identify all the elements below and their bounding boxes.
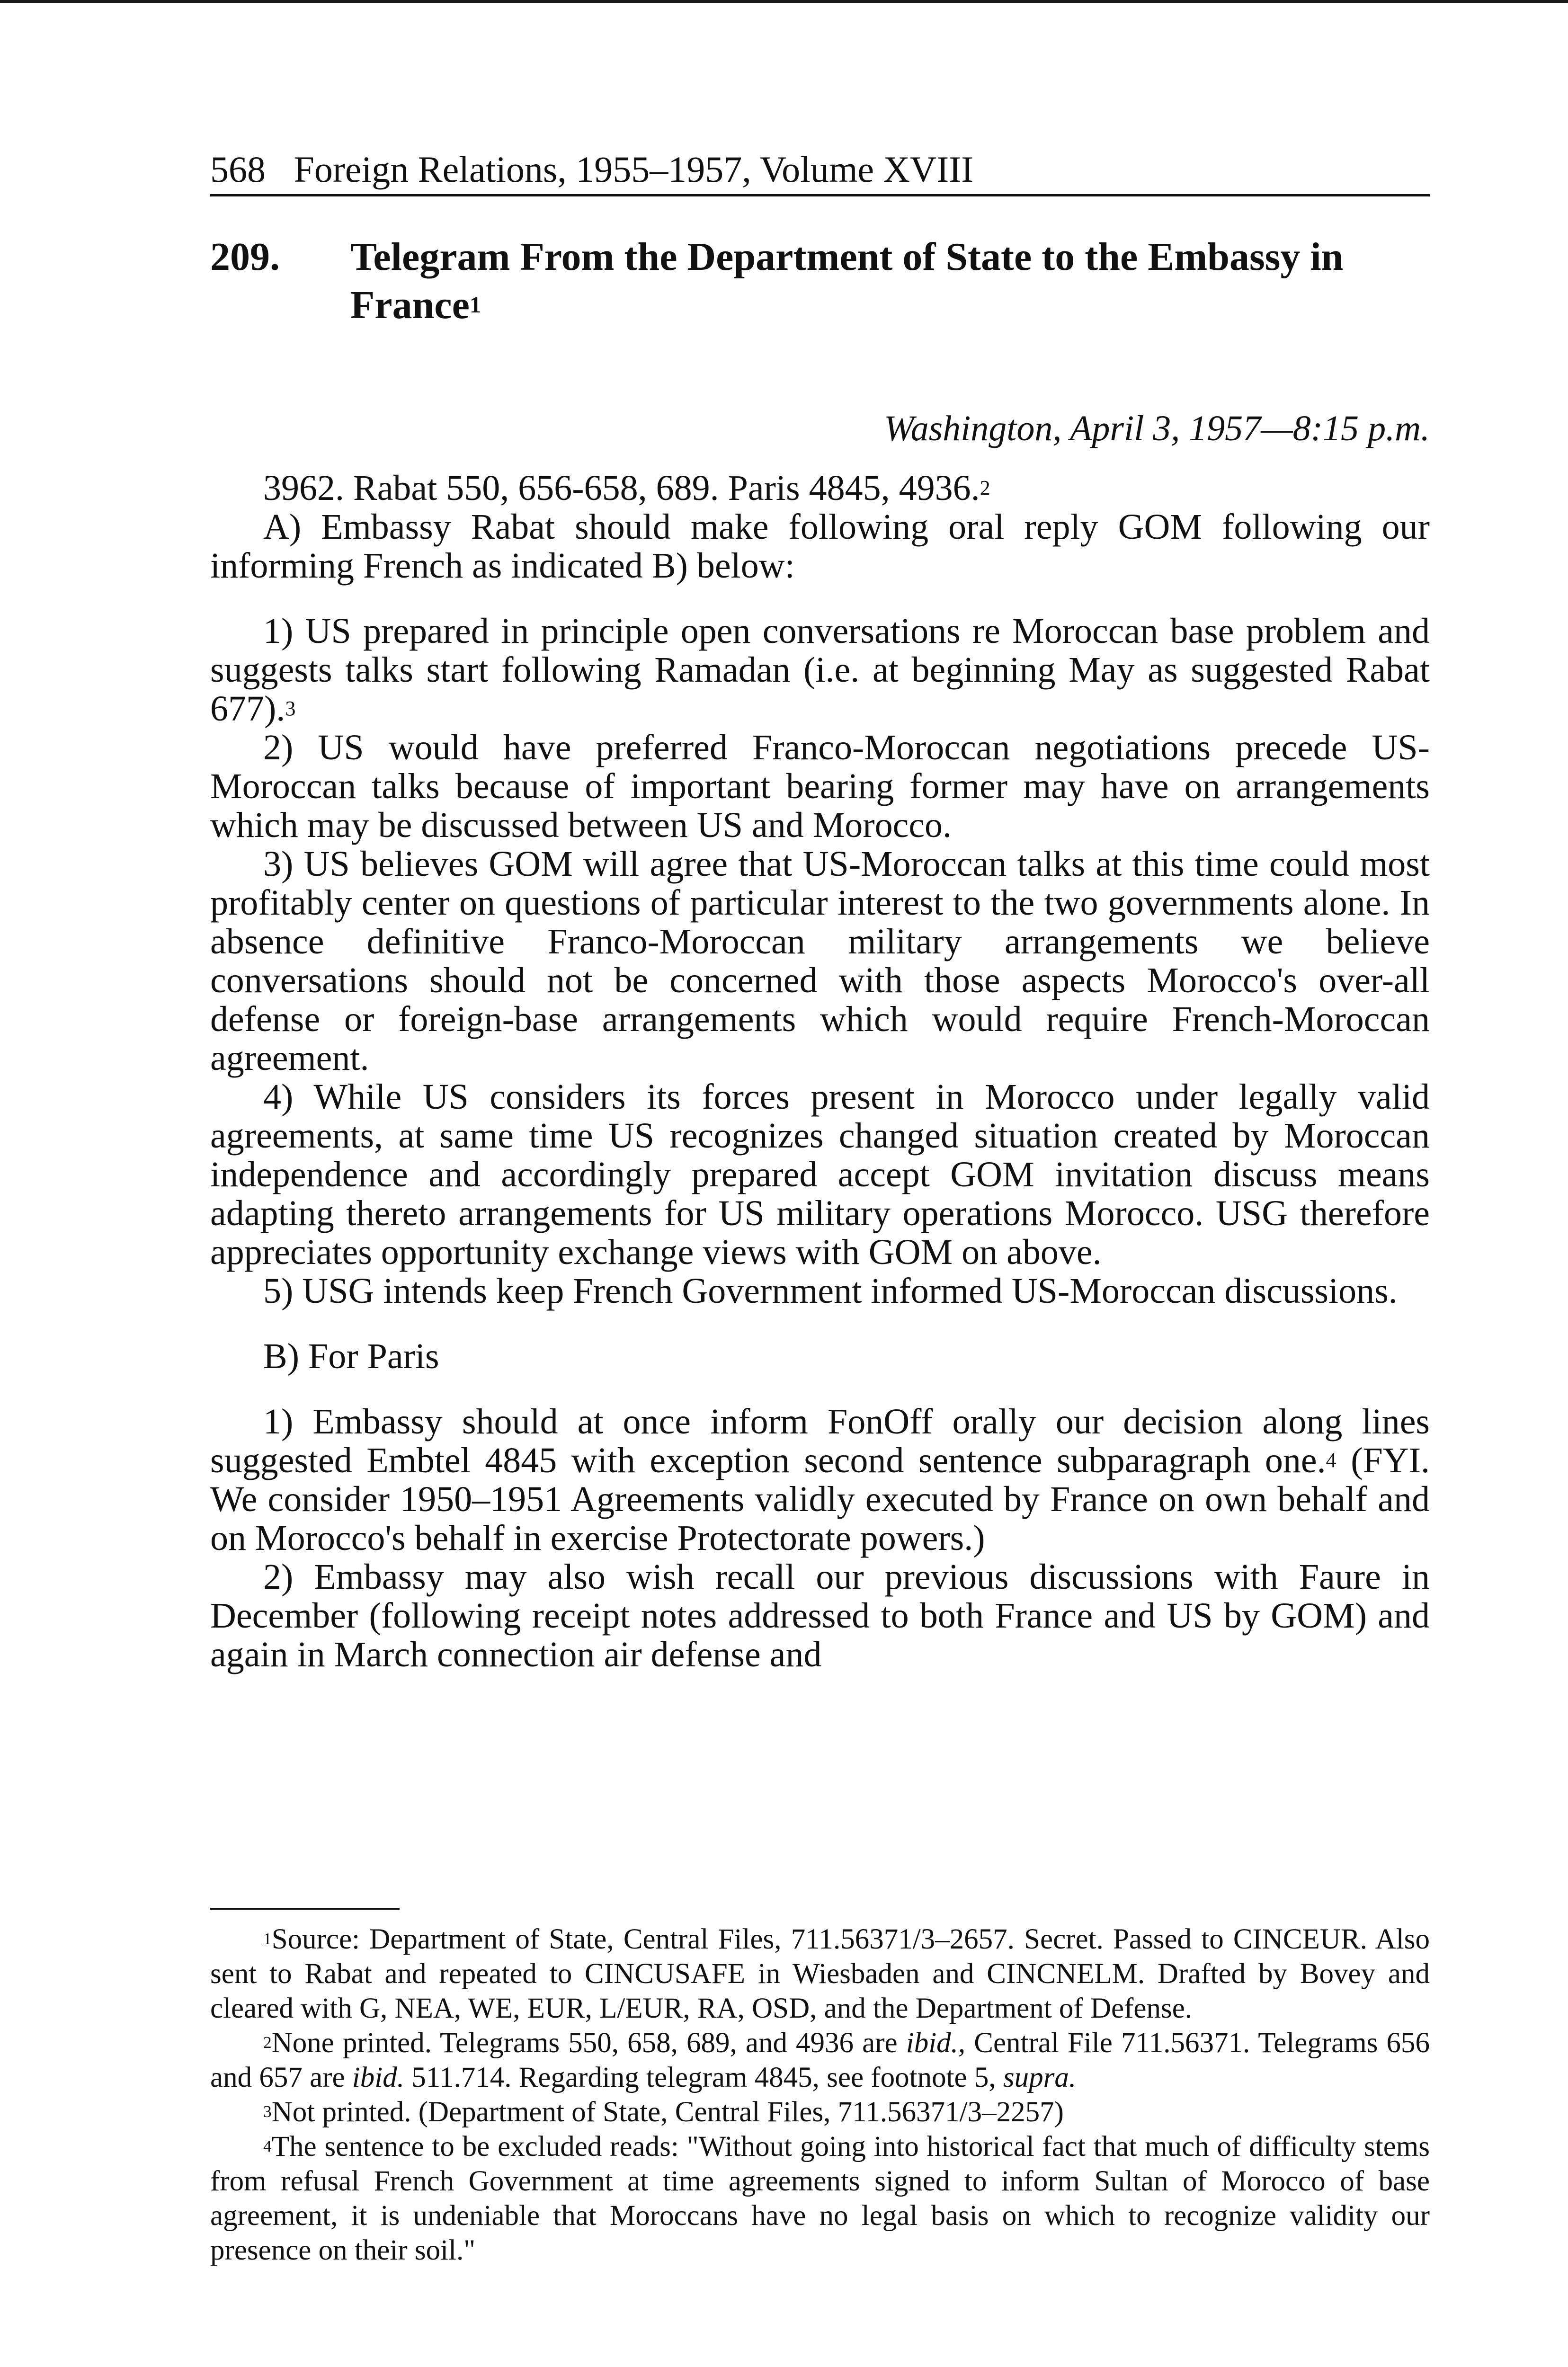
footnote-ref-4[interactable]: 4 <box>1326 1448 1336 1472</box>
footnote-2 <box>210 2026 1430 2095</box>
page-number: 568 <box>210 149 266 190</box>
footnote-3 <box>210 2095 1430 2129</box>
footnote-3-mark: 3 <box>263 2102 272 2121</box>
footnote-2-supra: supra. <box>1003 2062 1077 2093</box>
footnote-2-text-b: Central File 711.56371. Telegrams 656 and 657 are <box>210 2027 1430 2093</box>
paragraph-b1-text-1: 1) Embassy should at once inform FonOff orally our decision along lines suggested Embtel 4845 with exception second sentence subparagraph one. <box>210 1402 1430 1480</box>
footnotes <box>210 1922 1430 2268</box>
footnote-1 <box>210 1922 1430 2026</box>
document-number: 209. <box>210 235 280 279</box>
paragraph-a3: 3) US believes GOM will agree that US-Moroccan talks at this time could most profitably center on questions of particular interest to the two governments alone. In absence definitive Franco-Moroccan military arrangements we believe conversations should not be concerned with those aspects Morocco's over-all defense or foreign-base arrangements which would require French-Moroccan agreement. <box>210 844 1430 1078</box>
dateline: Washington, April 3, 1957—8:15 p.m. <box>884 409 1430 448</box>
footnote-4-text: The sentence to be excluded reads: "Without going into historical fact that much of difficulty stems from refusal French Government at time agreements signed to inform Sultan of Morocco of base agreement, it is undeniable that Moroccans have no legal basis on which to recognize validity our presence on their soil." <box>210 2131 1430 2266</box>
footnote-2-mark: 2 <box>263 2033 272 2052</box>
paragraph-b1 <box>210 1402 1430 1557</box>
footnote-4-mark: 4 <box>263 2136 272 2156</box>
footnote-ref-2[interactable]: 2 <box>980 476 990 499</box>
running-title: Foreign Relations, 1955–1957, Volume XVIII <box>294 149 974 190</box>
footnote-2-text-c: 511.714. Regarding telegram 4845, see footnote 5, <box>411 2062 996 2093</box>
reference-line <box>210 469 1430 507</box>
footnote-1-text: Source: Department of State, Central Files, 711.56371/3–2657. Secret. Passed to CINCEUR. Also sent to Rabat and repeated to CINCUSAFE in Wiesbaden and CINCNELM. Drafted by Bovey and cleared with G, NEA, WE, EUR, L/EUR, RA, OSD, and the Department of Defense. <box>210 1923 1430 2024</box>
paragraph-a1-text: 1) US prepared in principle open conversations re Moroccan base problem and suggests talks start following Ramadan (i.e. at beginning May as suggested Rabat 677). <box>210 611 1430 729</box>
paragraph-a2: 2) US would have preferred Franco-Moroccan negotiations precede US-Moroccan talks because of important bearing former may have on arrangements which may be discussed between US and Morocco. <box>210 728 1430 845</box>
scan-top-edge <box>0 0 1568 3</box>
document-title-text: Telegram From the Department of State to the Embassy in France <box>350 235 1344 327</box>
document-title <box>350 233 1430 329</box>
footnote-2-ibid-2: ibid. <box>352 2062 404 2093</box>
paragraph-b2: 2) Embassy may also wish recall our previous discussions with Faure in December (following receipt notes addressed to both France and US by GOM) and again in March connection air defense and <box>210 1557 1430 1674</box>
footnote-2-ibid-1: ibid., <box>906 2027 966 2059</box>
footnote-3-text: Not printed. (Department of State, Central Files, 711.56371/3–2257) <box>271 2096 1064 2128</box>
footnote-2-text-a: None printed. Telegrams 550, 658, 689, and 4936 are <box>271 2027 898 2059</box>
section-b-heading: B) For Paris <box>263 1336 439 1376</box>
paragraph-a1 <box>210 612 1430 728</box>
running-header <box>210 148 1430 196</box>
footnote-ref-1[interactable]: 1 <box>469 292 481 318</box>
document-heading <box>210 233 1430 329</box>
paragraph-b1-text-2: (FYI. We consider 1950–1951 Agreements validly executed by France on own behalf and on Morocco's behalf in exercise Protectorate powers.) <box>210 1441 1430 1558</box>
section-a-intro: A) Embassy Rabat should make following oral reply GOM following our informing French as indicated B) below: <box>210 507 1430 586</box>
footnote-ref-3[interactable]: 3 <box>285 696 296 720</box>
reference-line-text: 3962. Rabat 550, 656-658, 689. Paris 4845, 4936. <box>263 468 980 508</box>
footnote-divider <box>210 1908 400 1910</box>
footnote-4 <box>210 2129 1430 2268</box>
paragraph-a5: 5) USG intends keep French Government informed US-Moroccan discussions. <box>263 1271 1398 1311</box>
footnote-1-mark: 1 <box>263 1929 272 1949</box>
telegram-body <box>210 469 1430 1674</box>
paragraph-a4: 4) While US considers its forces present in Morocco under legally valid agreements, at same time US recognizes changed situation created by Moroccan independence and accordingly prepared accept GOM invitation discuss means adapting thereto arrangements for US military operations Morocco. USG therefore appreciates opportunity exchange views with GOM on above. <box>210 1077 1430 1272</box>
